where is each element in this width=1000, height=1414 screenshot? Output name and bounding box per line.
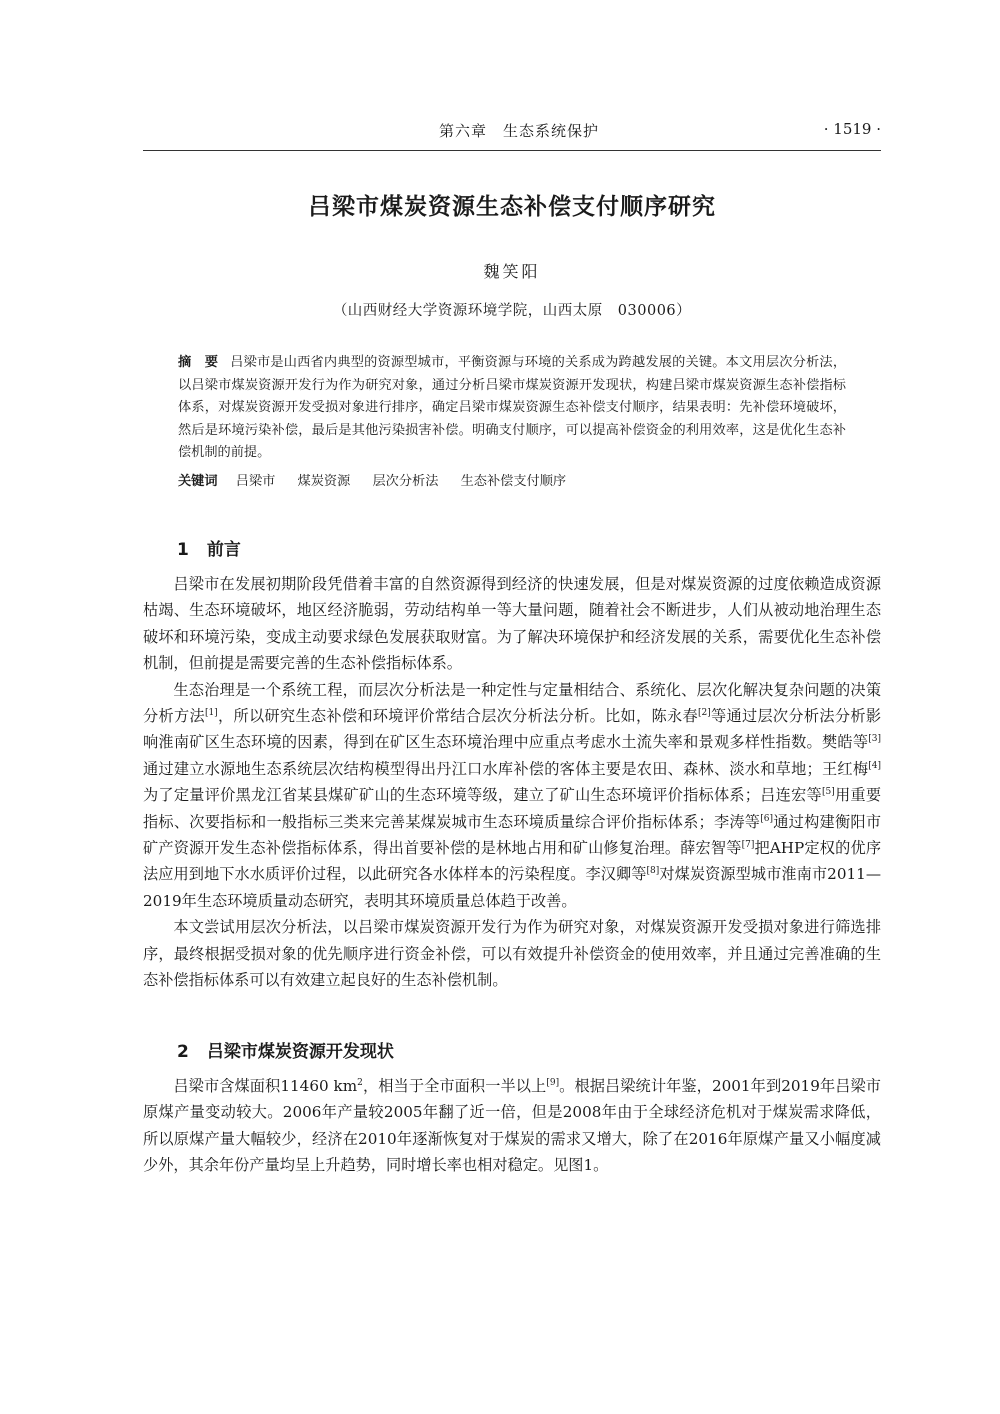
paragraph-text: 生态治理是一个系统工程，而层次分析法是一种定性与定量相结合、系统化、层次化解决复杂问题的决策分析方法	[143, 680, 881, 726]
paragraph-text: ，所以研究生态补偿和环境评价常结合层次分析法分析。比如，陈永春	[217, 707, 698, 726]
paragraph-text: ，相当于全市面积一半以上	[362, 1077, 547, 1095]
abstract	[178, 352, 846, 465]
paragraph	[143, 914, 881, 993]
section-heading-1	[177, 535, 241, 560]
section-2-body	[143, 1073, 881, 1179]
page-number: · 1519 ·	[823, 120, 881, 138]
author-affiliation: （山西财经大学资源环境学院，山西太原 030006）	[332, 303, 692, 319]
paragraph	[143, 677, 881, 915]
section-title: 吕梁市煤炭资源开发现状	[206, 1042, 394, 1062]
citation-ref: [4]	[868, 760, 881, 771]
section-number: 2	[177, 1042, 189, 1062]
citation-ref: [3]	[868, 734, 881, 745]
paper-title: 吕梁市煤炭资源生态补偿支付顺序研究	[308, 194, 716, 220]
paragraph-text: 吕梁市在发展初期阶段凭借着丰富的自然资源得到经济的快速发展，但是对煤炭资源的过度依赖造成资源枯竭、生态环境破坏，地区经济脆弱，劳动结构单一等大量问题，随着社会不断进步，人们从被动地治理生态破坏和环境污染，变成主动要求绿色发展获取财富。为了解决环境保护和经济发展的关系，需要优化生态补偿机制，但前提是需要完善的生态补偿指标体系。	[143, 575, 881, 673]
keywords-label: 关键词	[178, 474, 218, 489]
paragraph-text: 通过构建衡阳市矿产资源开发生态补偿指标体系，得出首要补偿的是林地占用和矿山修复治理。薛宏智等	[143, 812, 882, 858]
paragraph-text: 把AHP定权的优序法应用到地下水水质评价过程，以此研究各水体样本的污染程度。李汉卿等	[143, 839, 882, 884]
section-title: 前言	[206, 540, 241, 560]
paragraph-text: 通过建立水源地生态系统层次结构模型得出丹江口水库补偿的客体主要是农田、森林、淡水和草地；王红梅	[143, 759, 869, 778]
paragraph	[143, 1073, 881, 1179]
paragraph-text: 为了定量评价黑龙江省某县煤矿矿山的生态环境等级，建立了矿山生态环境评价指标体系；吕连宏等	[143, 786, 822, 805]
citation-ref: [7]	[741, 840, 755, 851]
author-name: 魏笑阳	[483, 262, 541, 281]
section-1-body	[143, 571, 881, 994]
citation-ref: [6]	[760, 813, 773, 824]
section-heading-2	[177, 1037, 394, 1062]
chapter-title: 第六章 生态系统保护	[439, 122, 600, 140]
keyword-item: 层次分析法	[372, 474, 439, 489]
citation-ref: [1]	[204, 708, 218, 719]
keyword-item: 生态补偿支付顺序	[460, 474, 567, 489]
paragraph-text: 吕梁市含煤面积11460 km	[173, 1077, 358, 1095]
paragraph-text: 。根据吕梁统计年鉴，2001年到2019年吕梁市原煤产量变动较大。2006年产量较2005年翻了近一倍，但是2008年由于全球经济危机对于煤炭需求降低，所以原煤产量大幅较少，经济在2010年逐渐恢复对于煤炭的需求又增大，除了在2016年原煤产量又小幅度减少外，其余年份产量均呈上升趋势，同时增长率也相对稳定。见图1。	[143, 1077, 881, 1175]
citation-ref: [2]	[697, 708, 711, 719]
running-header	[143, 120, 881, 151]
section-number: 1	[177, 540, 189, 560]
citation-ref: [8]	[646, 866, 660, 877]
citation-ref: [9]	[546, 1078, 560, 1088]
abstract-text: 吕梁市是山西省内典型的资源型城市，平衡资源与环境的关系成为跨越发展的关键。本文用层次分析法，以吕梁市煤炭资源开发行为作为研究对象，通过分析吕梁市煤炭资源开发现状，构建吕梁市煤炭资源生态补偿指标体系，对煤炭资源开发受损对象进行排序，确定吕梁市煤炭资源生态补偿支付顺序，结果表明：先补偿环境破坏，然后是环境污染补偿，最后是其他污染损害补偿。明确支付顺序，可以提高补偿资金的利用效率，这是优化生态补偿机制的前提。	[178, 355, 847, 460]
keywords	[178, 471, 846, 493]
paragraph	[143, 571, 881, 677]
keyword-item: 煤炭资源	[297, 474, 351, 489]
paragraph-text: 等通过层次分析法分析影响淮南矿区生态环境的因素，得到在矿区生态环境治理中应重点考虑水土流失率和景观多样性指数。樊皓等	[143, 707, 882, 752]
abstract-label: 摘 要	[178, 355, 219, 370]
paragraph-text: 对煤炭资源型城市淮南市2011—2019年生态环境质量动态研究，表明其环境质量总体趋于改善。	[143, 865, 882, 910]
paragraph-text: 用重要指标、次要指标和一般指标三类来完善某煤炭城市生态环境质量综合评价指标体系；李涛等	[143, 786, 882, 831]
citation-ref: [5]	[821, 787, 835, 798]
paragraph-text: 本文尝试用层次分析法，以吕梁市煤炭资源开发行为作为研究对象，对煤炭资源开发受损对象进行筛选排序，最终根据受损对象的优先顺序进行资金补偿，可以有效提升补偿资金的使用效率，并且通过完善准确的生态补偿指标体系可以有效建立起良好的生态补偿机制。	[143, 918, 881, 990]
superscript-unit: 2	[357, 1078, 363, 1088]
keyword-item: 吕梁市	[235, 474, 276, 489]
